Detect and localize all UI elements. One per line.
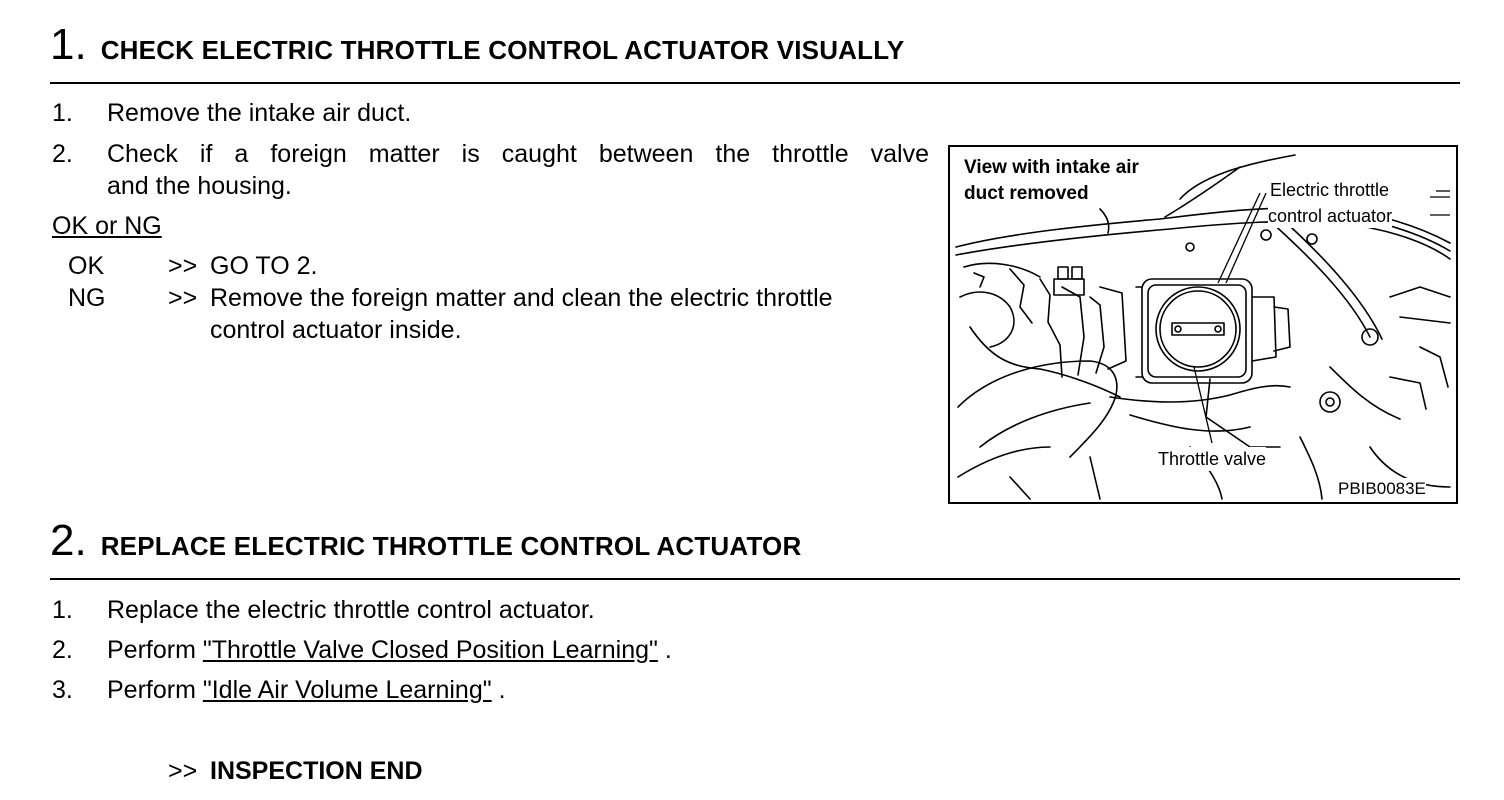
step-2-item-1-number: 1. bbox=[52, 596, 73, 624]
step-1-item-2-text-line-1: Check if a foreign matter is caught between the throttle valve bbox=[107, 140, 929, 168]
result-ok-arrow: >> bbox=[168, 252, 198, 280]
figure-caption-line-1: View with intake air bbox=[964, 157, 1139, 178]
step-2-number: 2. bbox=[50, 516, 87, 565]
result-heading: OK or NG bbox=[52, 212, 162, 240]
step-2-item-2-number: 2. bbox=[52, 636, 73, 664]
result-ng-arrow: >> bbox=[168, 284, 198, 312]
figure-caption-line-2: duct removed bbox=[964, 183, 1089, 204]
step-2-heading bbox=[50, 516, 801, 566]
step-1-number: 1. bbox=[50, 20, 87, 69]
throttle-illustration bbox=[948, 145, 1458, 504]
step-1-item-2-text-line-2: and the housing. bbox=[107, 172, 292, 200]
step-2-item-2-prefix: Perform bbox=[107, 636, 196, 664]
step-2-item-3-number: 3. bbox=[52, 676, 73, 704]
step-1-heading bbox=[50, 20, 904, 70]
step-2-item-2 bbox=[107, 634, 672, 666]
throttle-valve-closed-position-learning-link[interactable]: "Throttle Valve Closed Position Learning" bbox=[202, 636, 658, 664]
step-2-title: REPLACE ELECTRIC THROTTLE CONTROL ACTUATOR bbox=[100, 531, 802, 561]
step-2-divider bbox=[50, 578, 1460, 580]
result-ok-action: GO TO 2. bbox=[210, 252, 318, 280]
label-actuator-line-1: Electric throttle bbox=[1270, 180, 1390, 200]
step-1-divider bbox=[50, 82, 1460, 84]
inspection-end: INSPECTION END bbox=[210, 757, 423, 785]
end-arrow: >> bbox=[168, 757, 198, 785]
step-2-item-2-suffix: . bbox=[664, 636, 672, 664]
result-ng-action-line-1: Remove the foreign matter and clean the electric throttle bbox=[210, 284, 833, 312]
result-ok-label: OK bbox=[68, 252, 105, 280]
result-ng-label: NG bbox=[68, 284, 106, 312]
step-1-item-1-text: Remove the intake air duct. bbox=[107, 99, 412, 127]
step-1-title: CHECK ELECTRIC THROTTLE CONTROL ACTUATOR VISUALLY bbox=[100, 35, 905, 65]
step-2-item-3-prefix: Perform bbox=[107, 676, 196, 704]
idle-air-volume-learning-link[interactable]: "Idle Air Volume Learning" bbox=[202, 676, 492, 704]
step-2-item-3-suffix: . bbox=[498, 676, 506, 704]
label-throttle-valve: Throttle valve bbox=[1158, 449, 1267, 469]
step-2-item-3 bbox=[107, 674, 506, 706]
figure-code: PBIB0083E bbox=[1338, 479, 1426, 498]
result-ng-action-line-2: control actuator inside. bbox=[210, 316, 462, 344]
step-1-item-1-number: 1. bbox=[52, 99, 73, 127]
label-actuator-line-2: control actuator bbox=[1268, 206, 1393, 226]
step-2-item-1-text: Replace the electric throttle control actuator. bbox=[107, 596, 595, 624]
step-1-item-2-number: 2. bbox=[52, 140, 73, 168]
